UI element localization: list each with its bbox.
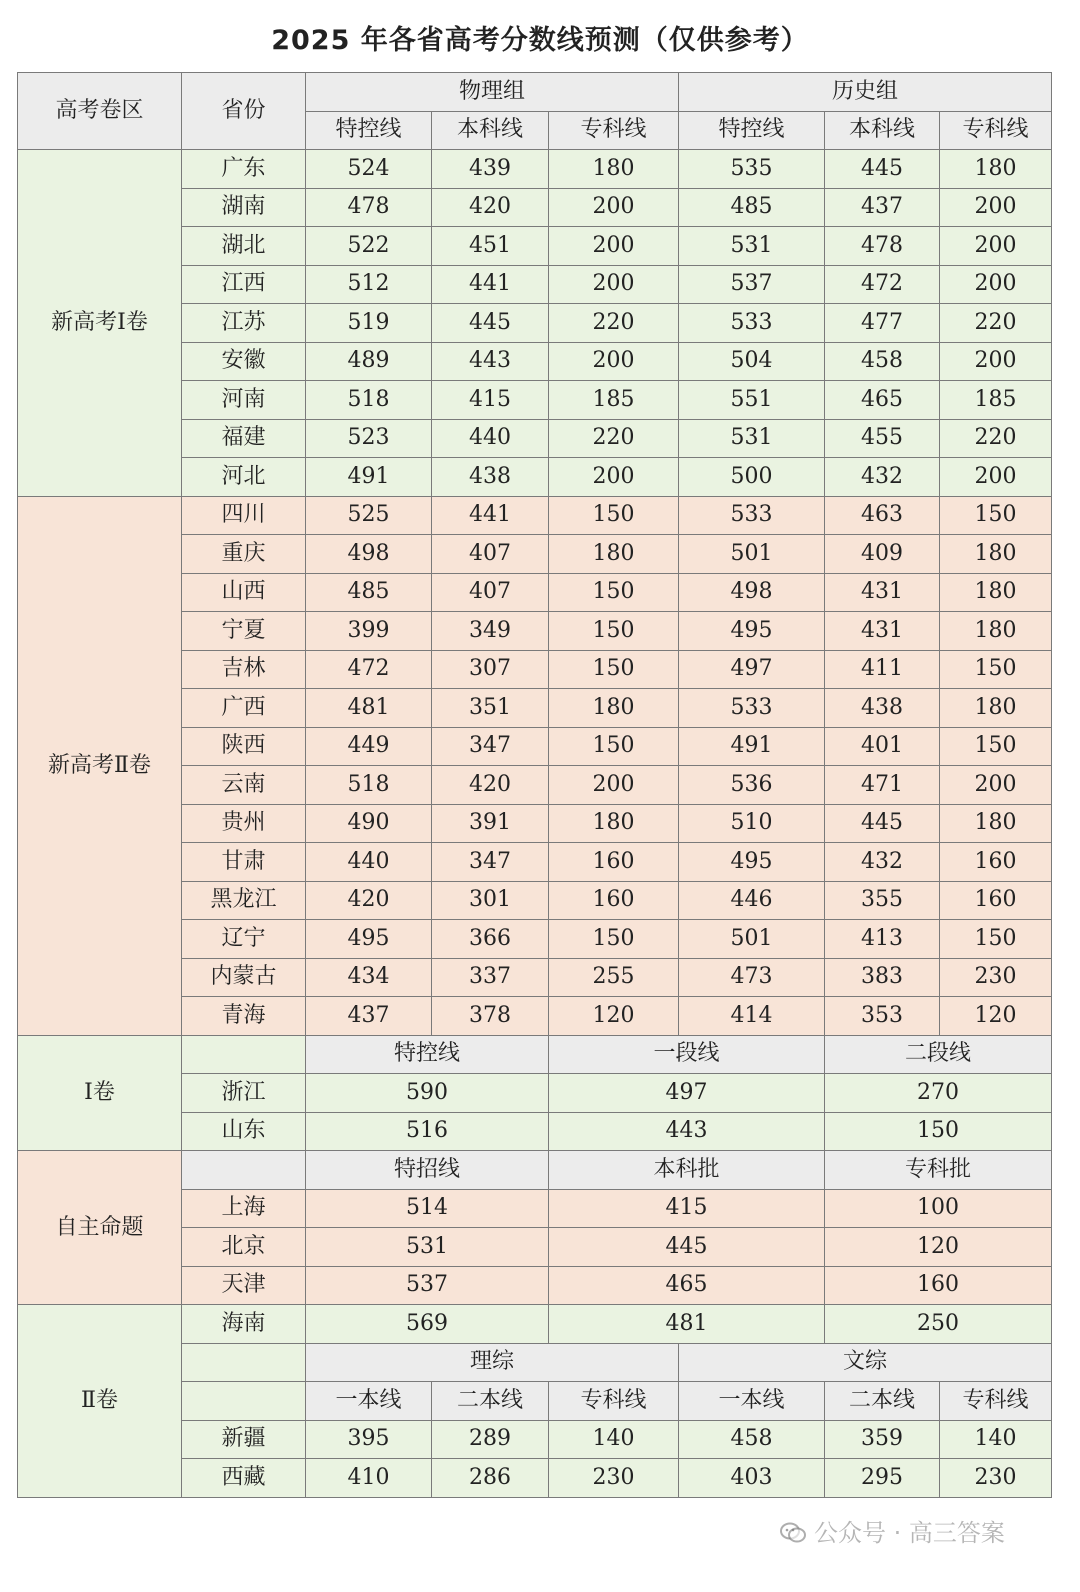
value-cell: 120 [940,997,1052,1036]
value-cell: 478 [306,188,432,227]
subheader-col: 二段线 [825,1035,1052,1074]
value-cell: 485 [679,188,825,227]
subheader-col: 一段线 [549,1035,825,1074]
province-cell: 海南 [182,1305,306,1344]
value-cell: 150 [940,650,1052,689]
value-cell: 160 [940,843,1052,882]
value-cell: 533 [679,689,825,728]
header-province: 省份 [182,73,306,150]
value-cell: 150 [549,727,679,766]
value-cell: 289 [432,1420,549,1459]
value-cell: 590 [306,1074,549,1113]
value-cell: 477 [825,304,940,343]
value-cell: 415 [549,1189,825,1228]
value-cell: 471 [825,766,940,805]
value-cell: 150 [940,920,1052,959]
value-cell: 441 [432,265,549,304]
value-cell: 535 [679,150,825,189]
value-cell: 150 [549,920,679,959]
value-cell: 420 [432,188,549,227]
value-cell: 415 [432,381,549,420]
value-cell: 220 [940,419,1052,458]
value-cell: 524 [306,150,432,189]
value-cell: 490 [306,804,432,843]
subheader-col: 一本线 [679,1382,825,1421]
value-cell: 498 [306,535,432,574]
value-cell: 473 [679,958,825,997]
value-cell: 497 [679,650,825,689]
value-cell: 525 [306,496,432,535]
header-col: 本科线 [432,111,549,150]
table-row [18,150,1052,189]
province-cell: 新疆 [182,1420,306,1459]
value-cell: 180 [940,150,1052,189]
value-cell: 220 [549,419,679,458]
subheader-col: 特招线 [306,1151,549,1190]
province-cell: 内蒙古 [182,958,306,997]
value-cell: 481 [549,1305,825,1344]
region-cell: 新高考Ⅰ卷 [18,150,182,497]
value-cell: 160 [549,881,679,920]
province-cell: 云南 [182,766,306,805]
value-cell: 441 [432,496,549,535]
value-cell: 180 [549,689,679,728]
value-cell: 383 [825,958,940,997]
province-cell: 重庆 [182,535,306,574]
region-cell: 新高考Ⅱ卷 [18,496,182,1035]
value-cell: 200 [549,265,679,304]
watermark-text: 公众号 · 高三答案 [814,1519,1005,1547]
value-cell: 391 [432,804,549,843]
subheader-col: 专科线 [549,1382,679,1421]
value-cell: 140 [549,1420,679,1459]
header-col: 特控线 [306,111,432,150]
province-cell: 河南 [182,381,306,420]
value-cell: 537 [679,265,825,304]
subheader-col: 专科线 [940,1382,1052,1421]
value-cell: 409 [825,535,940,574]
value-cell: 150 [549,650,679,689]
value-cell: 523 [306,419,432,458]
value-cell: 478 [825,227,940,266]
value-cell: 463 [825,496,940,535]
province-cell: 河北 [182,458,306,497]
province-cell: 湖南 [182,188,306,227]
table-body [18,73,1052,1498]
value-cell: 366 [432,920,549,959]
value-cell: 286 [432,1459,549,1498]
value-cell: 270 [825,1074,1052,1113]
value-cell: 337 [432,958,549,997]
province-cell: 陕西 [182,727,306,766]
province-cell: 甘肃 [182,843,306,882]
province-cell: 广西 [182,689,306,728]
subheader-col: 理综 [306,1343,679,1382]
value-cell: 120 [549,997,679,1036]
subheader-col: 一本线 [306,1382,432,1421]
value-cell: 437 [306,997,432,1036]
value-cell: 536 [679,766,825,805]
value-cell: 489 [306,342,432,381]
region-cell: 自主命题 [18,1151,182,1305]
value-cell: 100 [825,1189,1052,1228]
value-cell: 491 [306,458,432,497]
value-cell: 200 [940,458,1052,497]
value-cell: 531 [306,1228,549,1267]
value-cell: 395 [306,1420,432,1459]
value-cell: 301 [432,881,549,920]
value-cell: 438 [432,458,549,497]
header-col: 本科线 [825,111,940,150]
value-cell: 531 [679,227,825,266]
province-cell: 山东 [182,1112,306,1151]
value-cell: 497 [549,1074,825,1113]
value-cell: 200 [940,188,1052,227]
value-cell: 180 [940,612,1052,651]
value-cell: 531 [679,419,825,458]
value-cell: 200 [940,227,1052,266]
empty-cell [182,1343,306,1382]
subheader-row [18,1035,1052,1074]
value-cell: 150 [549,612,679,651]
value-cell: 351 [432,689,549,728]
value-cell: 120 [825,1228,1052,1267]
empty-cell [182,1035,306,1074]
value-cell: 150 [940,496,1052,535]
value-cell: 150 [549,496,679,535]
subheader-col: 特控线 [306,1035,549,1074]
value-cell: 180 [549,535,679,574]
value-cell: 495 [306,920,432,959]
value-cell: 518 [306,381,432,420]
value-cell: 407 [432,535,549,574]
value-cell: 443 [549,1112,825,1151]
value-cell: 514 [306,1189,549,1228]
value-cell: 255 [549,958,679,997]
value-cell: 355 [825,881,940,920]
province-cell: 宁夏 [182,612,306,651]
page-title: 2025 年各省高考分数线预测（仅供参考） [271,25,809,56]
province-cell: 安徽 [182,342,306,381]
value-cell: 445 [825,150,940,189]
value-cell: 347 [432,727,549,766]
value-cell: 150 [825,1112,1052,1151]
value-cell: 533 [679,496,825,535]
value-cell: 446 [679,881,825,920]
province-cell: 江西 [182,265,306,304]
province-cell: 吉林 [182,650,306,689]
value-cell: 512 [306,265,432,304]
value-cell: 295 [825,1459,940,1498]
value-cell: 180 [940,573,1052,612]
value-cell: 250 [825,1305,1052,1344]
value-cell: 537 [306,1266,549,1305]
value-cell: 439 [432,150,549,189]
value-cell: 445 [825,804,940,843]
province-cell: 福建 [182,419,306,458]
value-cell: 445 [432,304,549,343]
empty-cell [182,1382,306,1421]
watermark [780,1513,1005,1548]
value-cell: 449 [306,727,432,766]
value-cell: 160 [825,1266,1052,1305]
value-cell: 519 [306,304,432,343]
value-cell: 200 [549,227,679,266]
province-cell: 辽宁 [182,920,306,959]
value-cell: 445 [549,1228,825,1267]
value-cell: 230 [940,1459,1052,1498]
value-cell: 522 [306,227,432,266]
value-cell: 431 [825,612,940,651]
value-cell: 451 [432,227,549,266]
value-cell: 401 [825,727,940,766]
province-cell: 贵州 [182,804,306,843]
value-cell: 140 [940,1420,1052,1459]
table-row [18,1305,1052,1344]
province-cell: 天津 [182,1266,306,1305]
province-cell: 北京 [182,1228,306,1267]
value-cell: 150 [940,727,1052,766]
value-cell: 420 [306,881,432,920]
value-cell: 347 [432,843,549,882]
header-col: 专科线 [549,111,679,150]
header-region: 高考卷区 [18,73,182,150]
value-cell: 180 [549,804,679,843]
value-cell: 472 [825,265,940,304]
province-cell: 江苏 [182,304,306,343]
value-cell: 180 [940,535,1052,574]
value-cell: 200 [940,265,1052,304]
header-history-group: 历史组 [679,73,1052,112]
value-cell: 200 [549,458,679,497]
value-cell: 472 [306,650,432,689]
province-cell: 广东 [182,150,306,189]
value-cell: 458 [679,1420,825,1459]
value-cell: 455 [825,419,940,458]
value-cell: 465 [549,1266,825,1305]
value-cell: 307 [432,650,549,689]
value-cell: 501 [679,920,825,959]
value-cell: 230 [940,958,1052,997]
value-cell: 200 [549,188,679,227]
value-cell: 569 [306,1305,549,1344]
province-cell: 西藏 [182,1459,306,1498]
value-cell: 411 [825,650,940,689]
header-physics-group: 物理组 [306,73,679,112]
table-row [18,496,1052,535]
subheader-col: 专科批 [825,1151,1052,1190]
value-cell: 200 [940,342,1052,381]
region-cell: Ⅱ卷 [18,1305,182,1498]
value-cell: 353 [825,997,940,1036]
header-col: 专科线 [940,111,1052,150]
subheader-col: 二本线 [825,1382,940,1421]
value-cell: 438 [825,689,940,728]
value-cell: 180 [549,150,679,189]
value-cell: 185 [940,381,1052,420]
subheader-col: 本科批 [549,1151,825,1190]
value-cell: 465 [825,381,940,420]
value-cell: 359 [825,1420,940,1459]
value-cell: 414 [679,997,825,1036]
value-cell: 180 [940,804,1052,843]
value-cell: 150 [549,573,679,612]
province-cell: 湖北 [182,227,306,266]
province-cell: 山西 [182,573,306,612]
value-cell: 434 [306,958,432,997]
province-cell: 黑龙江 [182,881,306,920]
value-cell: 230 [549,1459,679,1498]
value-cell: 440 [432,419,549,458]
value-cell: 220 [940,304,1052,343]
value-cell: 431 [825,573,940,612]
value-cell: 518 [306,766,432,805]
value-cell: 200 [549,342,679,381]
province-cell: 青海 [182,997,306,1036]
value-cell: 533 [679,304,825,343]
value-cell: 160 [549,843,679,882]
value-cell: 200 [549,766,679,805]
value-cell: 551 [679,381,825,420]
header-col: 特控线 [679,111,825,150]
value-cell: 504 [679,342,825,381]
subheader-row [18,1151,1052,1190]
value-cell: 185 [549,381,679,420]
value-cell: 399 [306,612,432,651]
value-cell: 510 [679,804,825,843]
province-cell: 四川 [182,496,306,535]
value-cell: 410 [306,1459,432,1498]
value-cell: 443 [432,342,549,381]
value-cell: 220 [549,304,679,343]
score-table [17,72,1052,1498]
province-cell: 浙江 [182,1074,306,1113]
value-cell: 495 [679,612,825,651]
header-row [18,73,1052,112]
value-cell: 481 [306,689,432,728]
value-cell: 349 [432,612,549,651]
wechat-icon [780,1522,806,1544]
value-cell: 495 [679,843,825,882]
empty-cell [182,1151,306,1190]
value-cell: 485 [306,573,432,612]
subheader-col: 文综 [679,1343,1052,1382]
region-cell: Ⅰ卷 [18,1035,182,1151]
value-cell: 420 [432,766,549,805]
value-cell: 432 [825,843,940,882]
subheader-col: 二本线 [432,1382,549,1421]
value-cell: 500 [679,458,825,497]
value-cell: 440 [306,843,432,882]
value-cell: 413 [825,920,940,959]
value-cell: 180 [940,689,1052,728]
value-cell: 516 [306,1112,549,1151]
value-cell: 432 [825,458,940,497]
value-cell: 160 [940,881,1052,920]
value-cell: 491 [679,727,825,766]
value-cell: 498 [679,573,825,612]
value-cell: 437 [825,188,940,227]
value-cell: 200 [940,766,1052,805]
province-cell: 上海 [182,1189,306,1228]
value-cell: 378 [432,997,549,1036]
value-cell: 458 [825,342,940,381]
value-cell: 501 [679,535,825,574]
value-cell: 407 [432,573,549,612]
value-cell: 403 [679,1459,825,1498]
